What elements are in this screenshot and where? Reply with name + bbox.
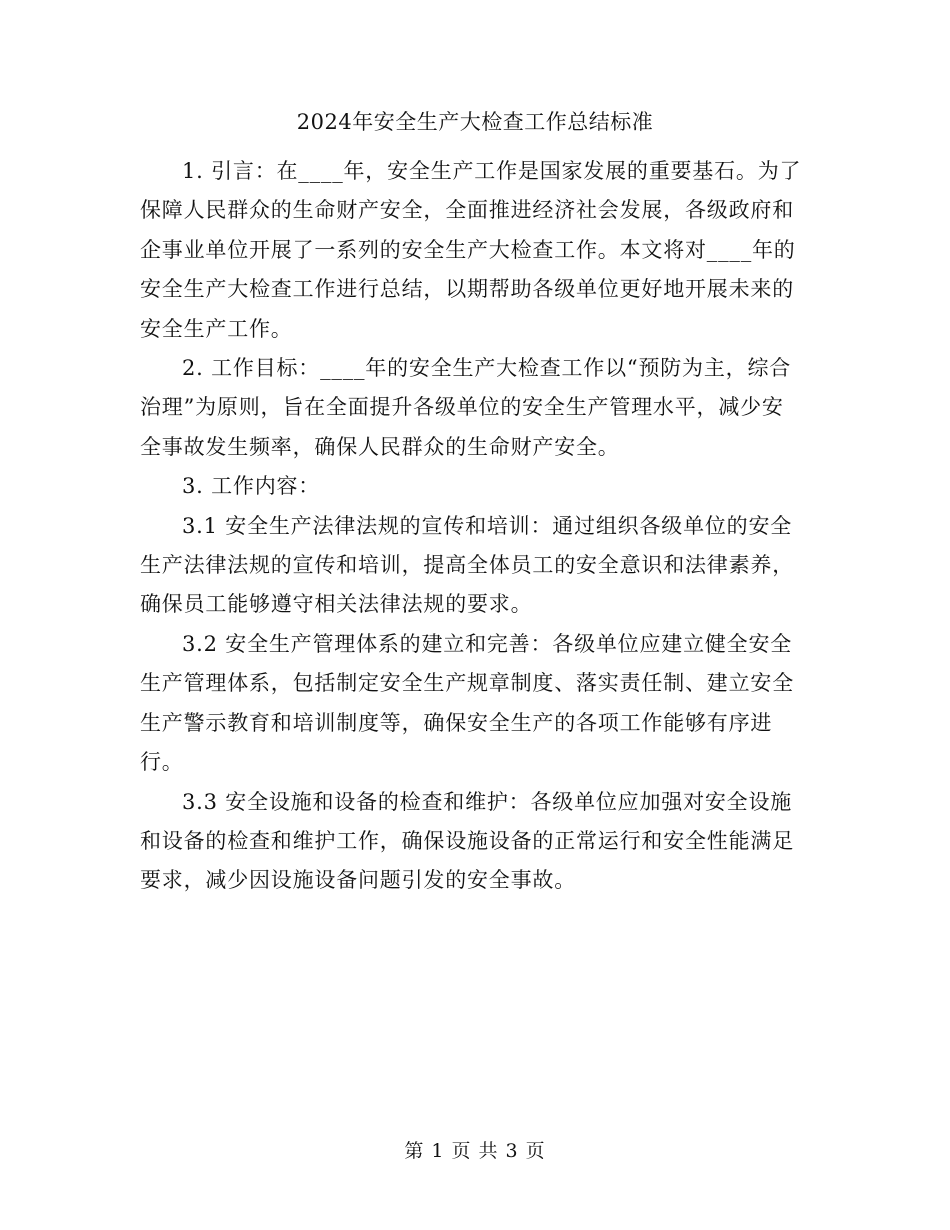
document-title: 2024年安全生产大检查工作总结标准 [296,110,654,134]
paragraph-3-2: 3.2 安全生产管理体系的建立和完善：各级单位应建立健全安全生产管理体系，包括制定安全生产规章制度、落实责任制、建立安全生产警示教育和培训制度等，确保安全生产的各项工作能够有序进行。 [140,631,794,775]
paragraph-introduction: 1. 引言：在____年，安全生产工作是国家发展的重要基石。为了保障人民群众的生命财产安全，全面推进经济社会发展，各级政府和企事业单位开展了一系列的安全生产大检查工作。本文将对____年的安全生产大检查工作进行总结，以期帮助各级单位更好地开展未来的安全生产工作。 [140,159,802,341]
page-number-footer: 第 1 页 共 3 页 [404,1140,546,1162]
paragraph-work-content-heading: 3. 工作内容： [182,474,321,499]
document-body [140,152,802,901]
paragraph-3-1: 3.1 安全生产法律法规的宣传和培训：通过组织各级单位的安全生产法律法规的宣传和培训，提高全体员工的安全意识和法律素养，确保员工能够遵守相关法律法规的要求。 [140,513,794,617]
paragraph-work-goal: 2. 工作目标：____年的安全生产大检查工作以“预防为主，综合治理”为原则，旨在全面提升各级单位的安全生产管理水平，减少安全事故发生频率，确保人民群众的生命财产安全。 [140,356,792,459]
paragraph-3-3: 3.3 安全设施和设备的检查和维护：各级单位应加强对安全设施和设备的检查和维护工作，确保设施设备的正常运行和安全性能满足要求，减少因设施设备问题引发的安全事故。 [140,789,794,893]
